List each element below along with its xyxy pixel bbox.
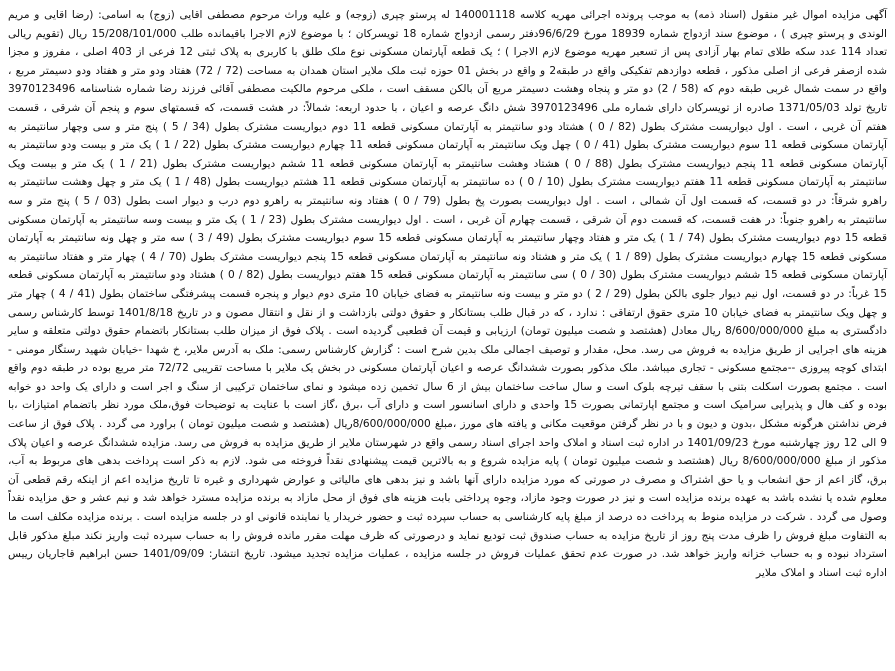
auction-notice-body: آگهی مزایده اموال غیر منقول (اسناد ذمه) به موجب پرونده اجرائی مهریه کلاسه 140001118 له پرستو چپری (زوجه) و علیه وراث مرحوم مصطفی اقایی (زوج) به اسامی: (رضا اقایی و مریم الوندی و پرستو چپری ) ، موضوع سند ازدواج شماره 18939 مورخ 96/6/29دفتر رسمی ازدواج شماره 18 تویسرکان ؛ با موضوع لازم الاجرا باقیمانده طلب 15/208/101/000 ریال (تقویم ریالی تعداد 114 عدد سکه طلای تمام بهار آزادی پس از تسعیر مهریه موضوع لازم الاجرا ) ؛ یک قطعه آپارتمان مسکونی نوع ملک طلق با کاربری به پلاک ثبتی 12 فرعی از 403 اصلی ، مفروز و مجزا شده ازصفر فرعی از اصلی مذکور ، قطعه دوازدهم تفکیکی واقع در طبقه2 و واقع در بخش 01 حوزه ثبت ملک ملایر استان همدان به مساحت (72 / 72) هفتاد ودو متر و هفتاد ودو دسیمتر مربع ، واقع در سمت شمال غربی طبقه دوم که (58 / 2) دو متر و پنجاه وهشت دسیمتر مربع آن بالکن مسقف است ، ملکی مرحوم مالکیت مصطفی آقائی فرزند رضا شماره شناسنامه 3970123496 تاریخ تولد 1371/05/03 صادره از تویسرکان دارای شماره ملی 3970123496 شش دانگ عرصه و اعیان ، با حدود اربعه: شمالاً: در هشت قسمت، که قسمتهای سوم و پنجم آن شرقی ، قسمت هفتم آن غربی ، است . اول دیواریست مشترک بطول (82 / 0 ) هشتاد ودو سانتیمتر به آپارتمان مسکونی قطعه 11 دوم دیواریست مشترک بطول (34 / 5 ) پنج متر و سی وچهار سانتیمتر به آپارتمان مسکونی قطعه 11 سوم دیواریست مشترک بطول (41 / 0 ) چهل ویک سانتیمتر به آپارتمان مسکونی قطعه 11 چهارم دیواریست مشترک بطول (22 / 1 ) یک متر و بیست ودو سانتیمتر به آپارتمان مسکونی قطعه 11 پنجم دیواریست مشترک بطول (88 / 0 ) هشتاد وهشت سانتیمتر به آپارتمان مسکونی قطعه 11 ششم دیواریست مشترک بطول (21 / 1 ) یک متر و بیست ویک سانتیمتر به آپارتمان مسکونی قطعه 11 هفتم دیواریست مشترک بطول (10 / 0 ) ده سانتیمتر به آپارتمان مسکونی قطعه 11 هشتم دیواریست بطول (48 / 1 ) یک متر و چهل وهشت سانتیمتر به راهرو شرقاً: در دو قسمت، که قسمت اول آن شمالی ، است . اول دیواریست بصورت پخ بطول (79 / 0 ) هفتاد ونه سانتیمتر به راهرو دوم درب و دیوار است بطول (03 / 5 ) پنج متر و سه سانتیمتر به راهرو جنوباً: در هفت قسمت، که قسمت دوم آن شرقی ، قسمت چهارم آن غربی ، است . اول دیواریست مشترک بطول (23 / 1 ) یک متر و بیست وسه سانتیمتر به آپارتمان مسکونی قطعه 15 دوم دیواریست مشترک بطول (74 / 1 ) یک متر و هفتاد وچهار سانتیمتر به آپارتمان مسکونی قطعه 15 سوم دیواریست مشترک بطول (49 / 3 ) سه متر و چهل ونه سانتیمتر به آپارتمان مسکونی قطعه 15 چهارم دیواریست مشترک بطول (89 / 1 ) یک متر و هشتاد ونه سانتیمتر به آپارتمان مسکونی قطعه 15 پنجم دیواریست مشترک بطول (70 / 4 ) چهار متر و هفتاد سانتیمتر به آپارتمان مسکونی قطعه 15 ششم دیواریست مشترک بطول (30 / 0 ) سی سانتیمتر به آپارتمان مسکونی قطعه 15 هفتم دیواریست بطول (82 / 0 ) هشتاد ودو سانتیمتر به آپارتمان مسکونی قطعه 15 غرباً: در دو قسمت، اول نیم دیوار جلوی بالکن بطول (29 / 2 ) دو متر و بیست ونه سانتیمتر به فضای خیابان 10 متری دوم دیوار و پنجره قسمت پیشرفتگی ساختمان بطول (41 / 4 ) چهار متر و چهل ویک سانتیمتر به فضای خیابان 10 متری حقوق ارتفاقی : ندارد ، که در قبال طلب بستانکار و حقوق دولتی بازداشت و از نقل و انتقال مصون و در تاریخ 1401/8/18 توسط کارشناس رسمی دادگستری به مبلغ 8/600/000/000 ریال معادل (هشتصد و شصت میلیون تومان) ارزیابی و قیمت آن قطعیی گردیده است . پلاک فوق از میزان طلب بستانکار باتضمام حقوق دولتی متعلقه و سایر هزینه های اجرایی از طریق مزایده به فروش می رسد. محل، مقدار و توصیف اجمالی ملک بدین شرح است : گزارش کارشناس رسمی: ملک به آدرس ملایر، خ شهدا -خیابان شهید رستگار مومنی - ابتدای کوچه پیروزی --مجتمع مسکونی - تجاری میباشد. ملک مذکور بصورت ششدانگ عرصه و اعیان آپارتمان مسکونی در بخش یک ملایر با مساحت تقریبی 72/72 متر مربع بوده در طبقه دوم واقع است . مجتمع بصورت اسکلت بتنی با سقف تیرچه بلوک است و سال ساخت ساختمان بیش از 6 سال تخمین زده میشود و نمای ساختمان ترکیبی از سنگ و اجر است و دارای یک واحد دو خوابه بوده و کف هال و پذیرایی سرامیک است و مجتمع اپارتمانی بصورت 15 واحدی و دارای اسانسور است و دارای آب ،برق ،گاز است با عنایت به توضیحات فوق،ملک مورد نظر باتضمام امتیازات ،با فرض نداشتن هرگونه مشکل ،بدون و دیون و با در نظر گرفتن موقعیت مکانی و یافته های مورز ،مبلغ 8/600/000/000ریال (هشتصد و شصت میلیون تومان ) براورد می گردد . پلاک فوق از ساعت 9 الی 12 روز چهارشنبه مورخ 1401/09/23 در اداره ثبت اسناد و املاک واحد اجرای اسناد رسمی واقع در شهرستان ملایر از طریق مزایده به فروش می رسد. مزایده ششدانگ عرصه و اعیان پلاک مذکور از مبلغ 8/600/000/000 ریال (هشتصد و شصت میلیون تومان ) پایه مزایده شروع و به بالاترین قیمت پیشنهادی نقداً فروخته می شود. لازم به ذکر است پرداخت بدهی های مربوط به آب، برق، گاز اعم از حق انشعاب و یا حق اشتراک و مصرف در صورتی که مورد مزایده دارای آنها باشد و نیز بدهی های مالیاتی و عوارض شهرداری و غیره تا تاریخ مزایده اعم از اینکه رقم قطعی آن معلوم شده یا نشده باشد به عهده برنده مزایده است و نیز در صورت وجود مازاد، وجوه پرداختی بابت هزینه های فوق از محل مازاد به برنده مزایده مسترد خواهد شد و نیم عشر و حق مزایده نقداً وصول می گردد . شرکت در مزایده منوط به پرداخت ده درصد از مبلغ پایه کارشناسی به حساب سپرده ثبت و حضور خریدار یا نماینده قانونی او در جلسه مزایده است . برنده مزایده مکلف است ما به التفاوت مبلغ فروش را ظرف مدت پنج روز از تاریخ مزایده به حساب صندوق ثبت تودیع نماید و درصورتی که ظرف مهلت مقرر مانده فروش را به حساب سپرده ثبت واریز نکند مبلغ مذکور قابل استرداد نبوده و به حساب خزانه واریز خواهد شد. در صورت عدم تحقق عملیات فروش در جلسه مزایده ، عملیات مزایده تجدید میشود. تاریخ انتشار: 1401/09/09 حسن ابراهیم قاجاریان رییس اداره ثبت اسناد و املاک ملایر — [8, 9, 888, 579]
